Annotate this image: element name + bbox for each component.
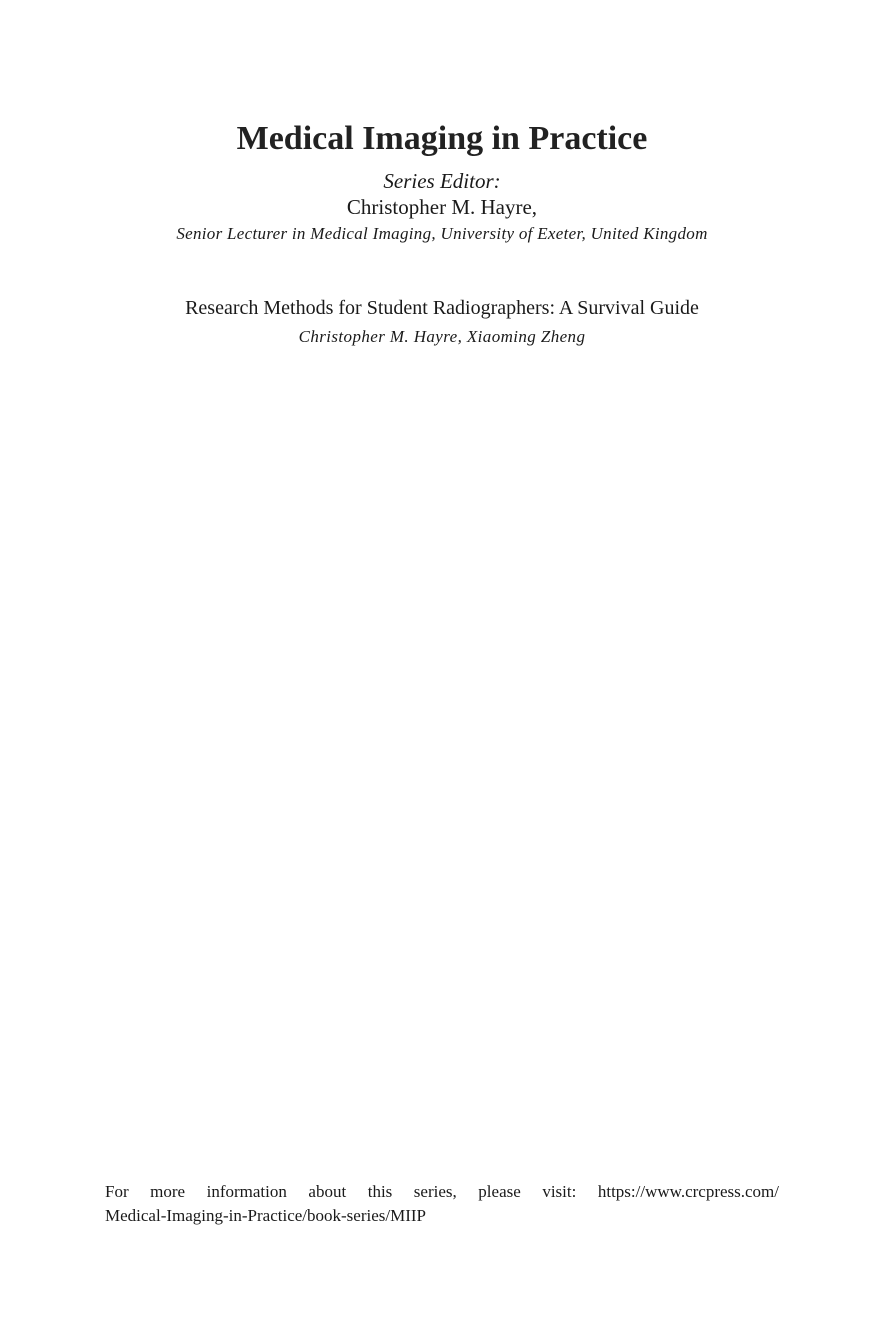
footer-text-line-1: For more information about this series, please visit: https://www.crcpress.com/ — [105, 1182, 779, 1201]
book-authors: Christopher M. Hayre, Xiaoming Zheng — [298, 327, 586, 346]
series-editor-affiliation: Senior Lecturer in Medical Imaging, University of Exeter, United Kingdom — [176, 224, 708, 243]
series-title: Medical Imaging in Practice — [236, 120, 648, 157]
footer-text-line-2: Medical-Imaging-in-Practice/book-series/MIIP — [105, 1206, 427, 1225]
book-title: Research Methods for Student Radiographers: A Survival Guide — [185, 297, 699, 319]
series-editor-name: Christopher M. Hayre, — [346, 195, 538, 219]
series-editor-label: Series Editor: — [383, 169, 501, 193]
series-info-footer — [105, 1180, 779, 1228]
